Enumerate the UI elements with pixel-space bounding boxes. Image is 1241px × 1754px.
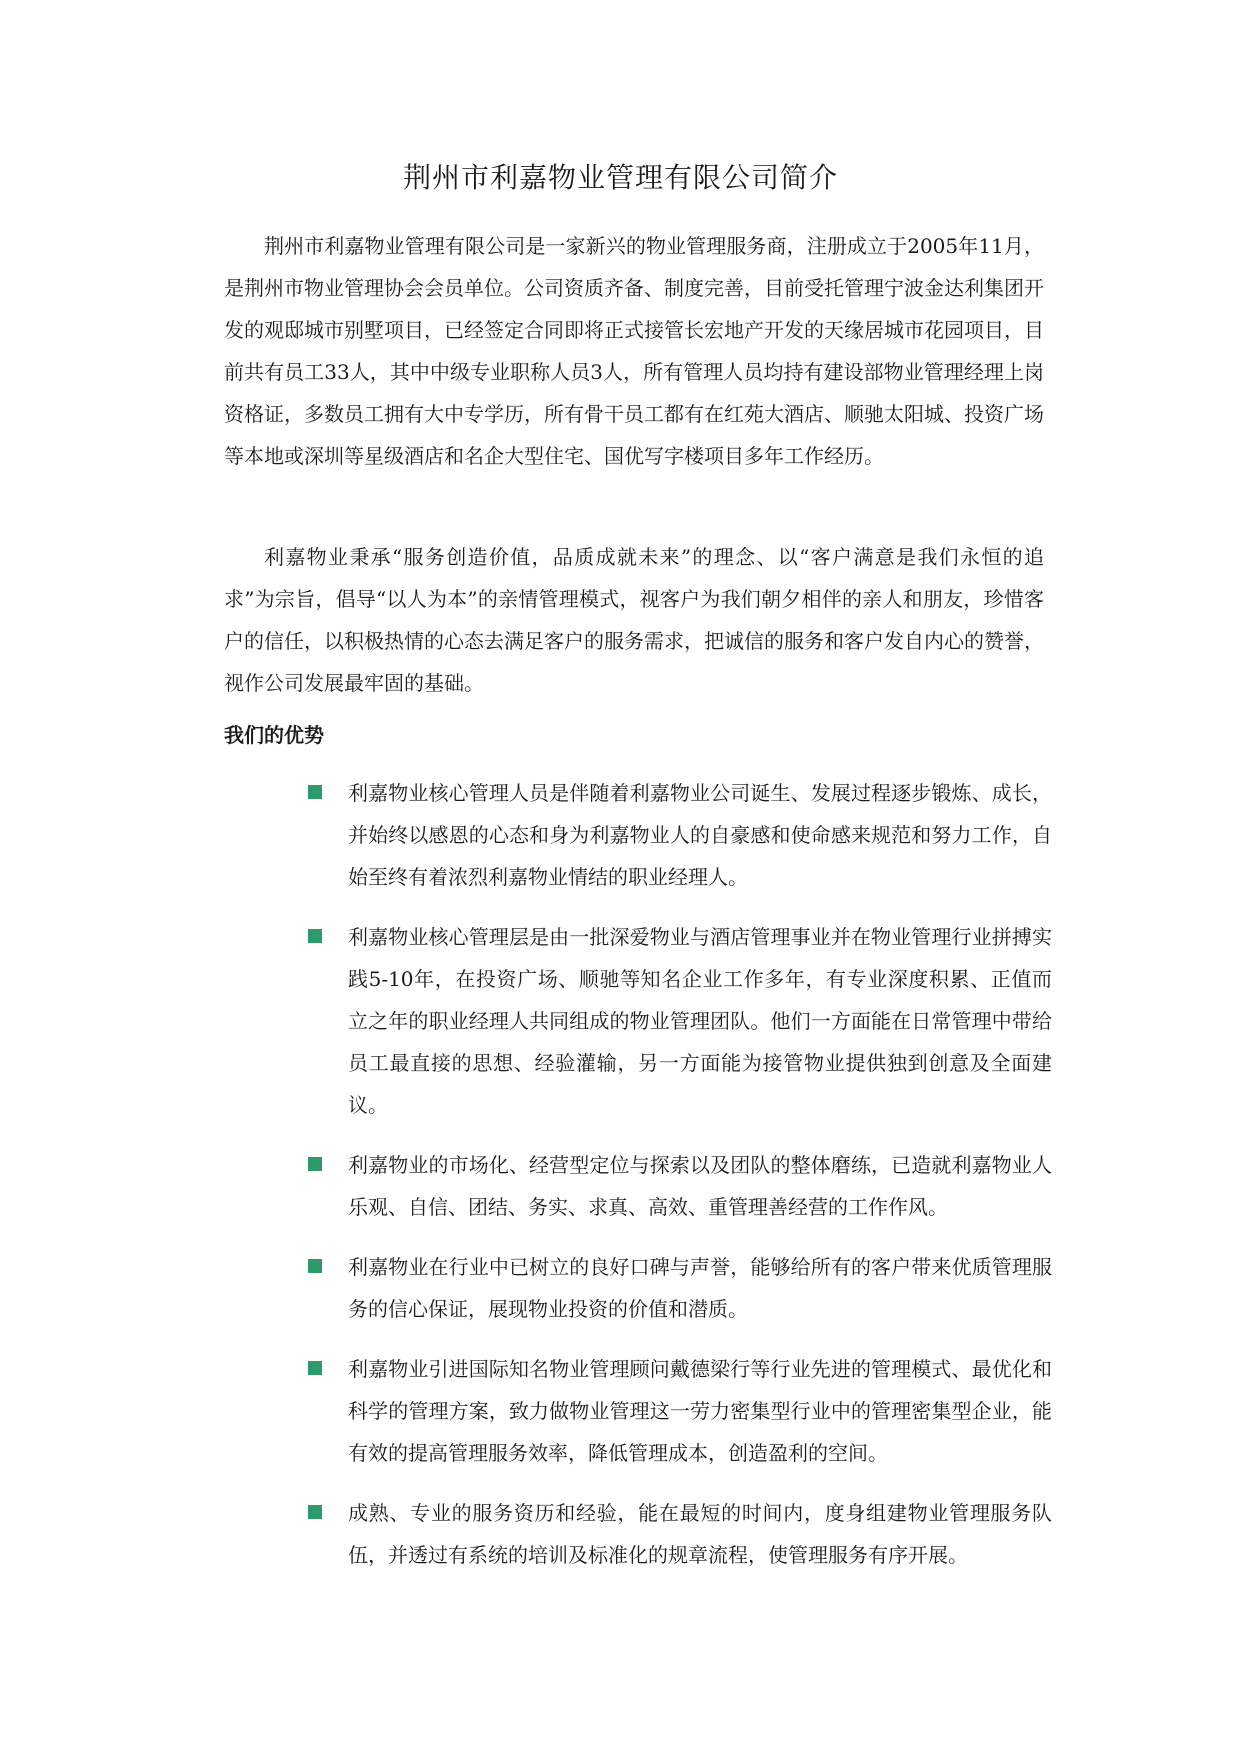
document-title: 荆州市利嘉物业管理有限公司简介 [402,161,838,194]
intro-paragraph: 荆州市利嘉物业管理有限公司是一家新兴的物业管理服务商，注册成立于2005年11月，是荆州市物业管理协会会员单位。公司资质齐备、制度完善，目前受托管理宁波金达利集团开发的观邸城市别墅项目，已经签定合同即将正式接管长宏地产开发的天缘居城市花园项目，目前共有员工33人，其中中级专业职称人员3人，所有管理人员均持有建设部物业管理经理上岗资格证，多数员工拥有大中专学历，所有骨干员工都有在红苑大酒店、顺驰太阳城、投资广场等本地或深圳等星级酒店和名企大型住宅、国优写字楼项目多年工作经历。 [224,234,1044,468]
advantage-text: 利嘉物业的市场化、经营型定位与探索以及团队的整体磨练，已造就利嘉物业人乐观、自信、团结、务实、求真、高效、重管理善经营的工作作风。 [348,1153,1052,1219]
advantage-text: 利嘉物业核心管理人员是伴随着利嘉物业公司诞生、发展过程逐步锻炼、成长，并始终以感恩的心态和身为利嘉物业人的自豪感和使命感来规范和努力工作，自始至终有着浓烈利嘉物业情结的职业经理人。 [348,781,1052,889]
advantage-item [308,1348,1052,1474]
advantages-heading: 我们的优势 [224,723,324,747]
advantage-item [308,1246,1052,1330]
square-bullet-icon [308,1505,322,1519]
square-bullet-icon [308,785,322,799]
advantage-item [308,772,1052,898]
square-bullet-icon [308,929,322,943]
advantage-item [308,1492,1052,1576]
advantage-item [308,1144,1052,1228]
square-bullet-icon [308,1157,322,1171]
square-bullet-icon [308,1259,322,1273]
advantage-item [308,916,1052,1126]
philosophy-paragraph: 利嘉物业秉承“服务创造价值，品质成就未来”的理念、以“客户满意是我们永恒的追求”为宗旨，倡导“以人为本”的亲情管理模式，视客户为我们朝夕相伴的亲人和朋友，珍惜客户的信任，以积极热情的心态去满足客户的服务需求，把诚信的服务和客户发自内心的赞誉，视作公司发展最牢固的基础。 [224,545,1044,695]
advantages-list [308,772,1052,1594]
advantage-text: 利嘉物业引进国际知名物业管理顾问戴德梁行等行业先进的管理模式、最优化和科学的管理方案，致力做物业管理这一劳力密集型行业中的管理密集型企业，能有效的提高管理服务效率，降低管理成本，创造盈利的空间。 [348,1357,1052,1465]
square-bullet-icon [308,1361,322,1375]
advantage-text: 利嘉物业在行业中已树立的良好口碑与声誉，能够给所有的客户带来优质管理服务的信心保证，展现物业投资的价值和潜质。 [348,1255,1052,1321]
advantage-text: 成熟、专业的服务资历和经验，能在最短的时间内，度身组建物业管理服务队伍，并透过有系统的培训及标准化的规章流程，使管理服务有序开展。 [348,1501,1052,1567]
advantage-text: 利嘉物业核心管理层是由一批深爱物业与酒店管理事业并在物业管理行业拼搏实践5-10年，在投资广场、顺驰等知名企业工作多年，有专业深度积累、正值而立之年的职业经理人共同组成的物业管理团队。他们一方面能在日常管理中带给员工最直接的思想、经验灌输，另一方面能为接管物业提供独到创意及全面建议。 [348,925,1052,1117]
